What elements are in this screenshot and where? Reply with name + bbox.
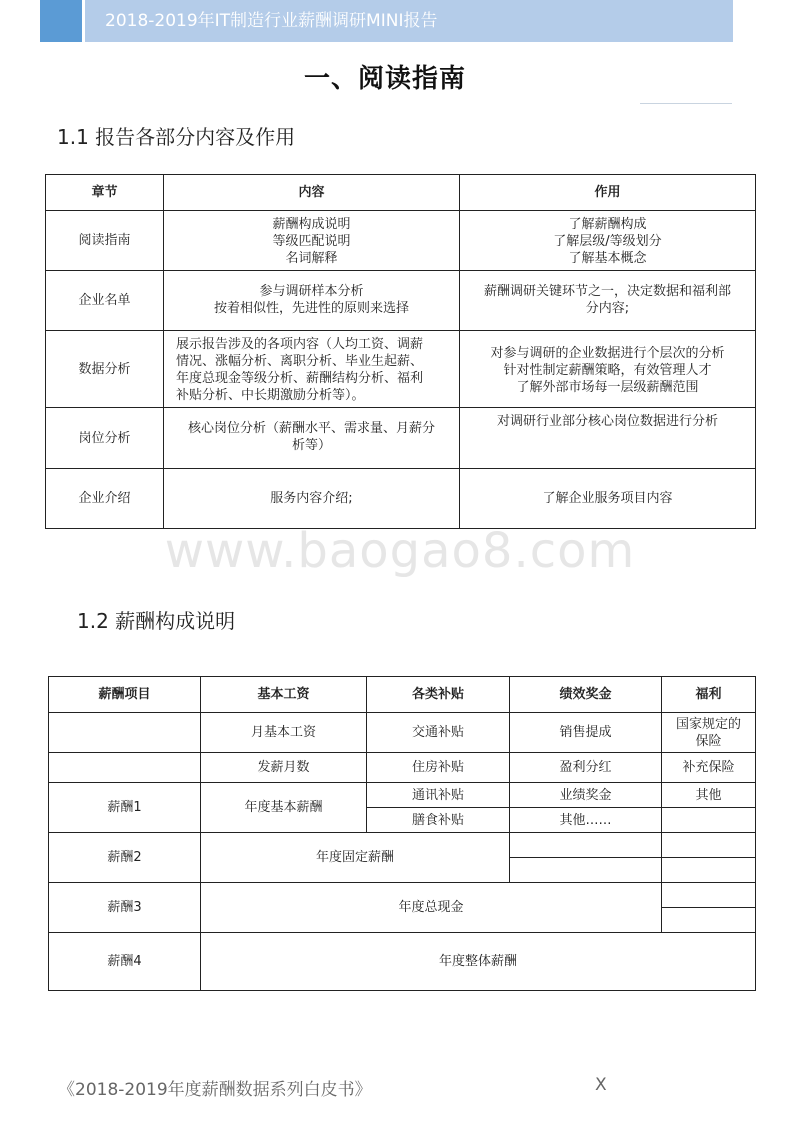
bonus-cell [510,858,662,883]
salary-label-cell: 薪酬3 [49,883,201,933]
content-line: 按着相似性，先进性的原则来选择 [213,301,409,316]
role-line: 了解外部市场每一层级薪酬范围 [516,380,699,395]
role-cell [460,331,756,408]
watermark-text: www.baogao8.com [164,523,636,579]
content-cell [164,331,460,408]
chapter-cell: 岗位分析 [46,408,164,469]
header-title: 2018-2019年IT制造行业薪酬调研MINI报告 [105,11,438,31]
bonus-cell: 业绩奖金 [510,783,662,808]
table-row [49,713,756,753]
table-row [46,469,756,529]
salary-label-cell: 薪酬4 [49,933,201,991]
header-accent-block [40,0,82,42]
content-line: 情况、涨幅分析、离职分析、毕业生起薪、 [176,354,424,369]
table-row [46,271,756,331]
role-line: 对参与调研的企业数据进行个层次的分析 [490,346,725,361]
table-header-row [46,175,756,211]
role-line: 了解层级/等级划分 [553,234,662,249]
table-row [46,331,756,408]
chapter-cell: 企业介绍 [46,469,164,529]
base-cell: 月基本工资 [201,713,367,753]
bonus-cell: 其他…… [510,808,662,833]
content-cell [164,408,460,469]
role-cell [460,271,756,331]
role-cell [460,469,756,529]
welfare-cell [662,713,756,753]
page-title: 一、阅读指南 [303,64,466,94]
content-line: 参与调研样本分析 [259,284,364,299]
bonus-cell: 销售提成 [510,713,662,753]
col-header-welfare: 福利 [662,677,756,713]
table-row [49,833,756,858]
content-line: 展示报告涉及的各项内容（人均工资、调薪 [176,337,424,352]
col-header-content: 内容 [164,175,460,211]
content-line: 补贴分析、中长期激励分析等）。 [176,388,365,403]
table-row [46,211,756,271]
salary-structure-table [48,676,756,991]
table-row [49,783,756,808]
chapter-cell: 数据分析 [46,331,164,408]
content-line: 析等） [291,438,331,453]
bonus-cell [510,833,662,858]
salary-label-cell: 薪酬2 [49,833,201,883]
chapter-cell: 阅读指南 [46,211,164,271]
section-2-heading: 1.2 薪酬构成说明 [77,609,236,633]
span-cell: 年度固定薪酬 [201,833,510,883]
title-divider [640,103,732,104]
allowance-cell: 住房补贴 [367,753,510,783]
col-header-salary-item: 薪酬项目 [49,677,201,713]
role-cell [460,408,756,469]
welfare-cell [662,858,756,883]
header-bar [85,0,733,42]
content-line: 名词解释 [285,251,338,266]
section-1-heading: 1.1 报告各部分内容及作用 [57,125,296,149]
content-line: 核心岗位分析（薪酬水平、需求量、月薪分 [187,421,435,436]
table-row [49,883,756,908]
col-header-bonus: 绩效奖金 [510,677,662,713]
content-line: 等级匹配说明 [272,234,351,249]
content-line: 年度总现金等级分析、薪酬结构分析、福利 [176,371,424,386]
label-cell [49,713,201,753]
allowance-cell: 交通补贴 [367,713,510,753]
welfare-cell [662,908,756,933]
content-cell [164,271,460,331]
welfare-cell: 补充保险 [662,753,756,783]
welfare-cell [662,808,756,833]
bonus-cell: 盈利分红 [510,753,662,783]
base-cell: 发薪月数 [201,753,367,783]
role-line: 分内容; [585,301,630,316]
allowance-cell: 膳食补贴 [367,808,510,833]
label-cell [49,753,201,783]
welfare-cell [662,833,756,858]
content-line: 服务内容介绍; [270,491,353,506]
welfare-cell [662,883,756,908]
chapter-cell: 企业名单 [46,271,164,331]
role-cell [460,211,756,271]
col-header-allowances: 各类补贴 [367,677,510,713]
table-row [46,408,756,469]
table-row [49,753,756,783]
content-cell [164,469,460,529]
welfare-cell: 其他 [662,783,756,808]
welfare-line: 国家规定的 [675,716,741,732]
report-sections-table [45,174,756,529]
role-line: 了解企业服务项目内容 [542,491,673,506]
col-header-role: 作用 [460,175,756,211]
content-cell [164,211,460,271]
role-line: 对调研行业部分核心岗位数据进行分析 [496,414,718,429]
salary-label-cell: 薪酬1 [49,783,201,833]
table-row [49,933,756,991]
role-line: 针对性制定薪酬策略，有效管理人才 [503,363,712,378]
span-cell: 年度整体薪酬 [201,933,756,991]
welfare-line: 保险 [695,733,722,749]
footer-text: 《2018-2019年度薪酬数据系列白皮书》 [58,1080,372,1100]
page-number: X [595,1075,607,1095]
role-line: 薪酬调研关键环节之一，决定数据和福利部 [483,284,731,299]
role-line: 了解薪酬构成 [568,217,647,232]
content-line: 薪酬构成说明 [272,217,351,232]
base-cell: 年度基本薪酬 [201,783,367,833]
table-header-row [49,677,756,713]
col-header-chapter: 章节 [46,175,164,211]
span-cell: 年度总现金 [201,883,662,933]
col-header-base-salary: 基本工资 [201,677,367,713]
allowance-cell: 通讯补贴 [367,783,510,808]
role-line: 了解基本概念 [568,251,647,266]
